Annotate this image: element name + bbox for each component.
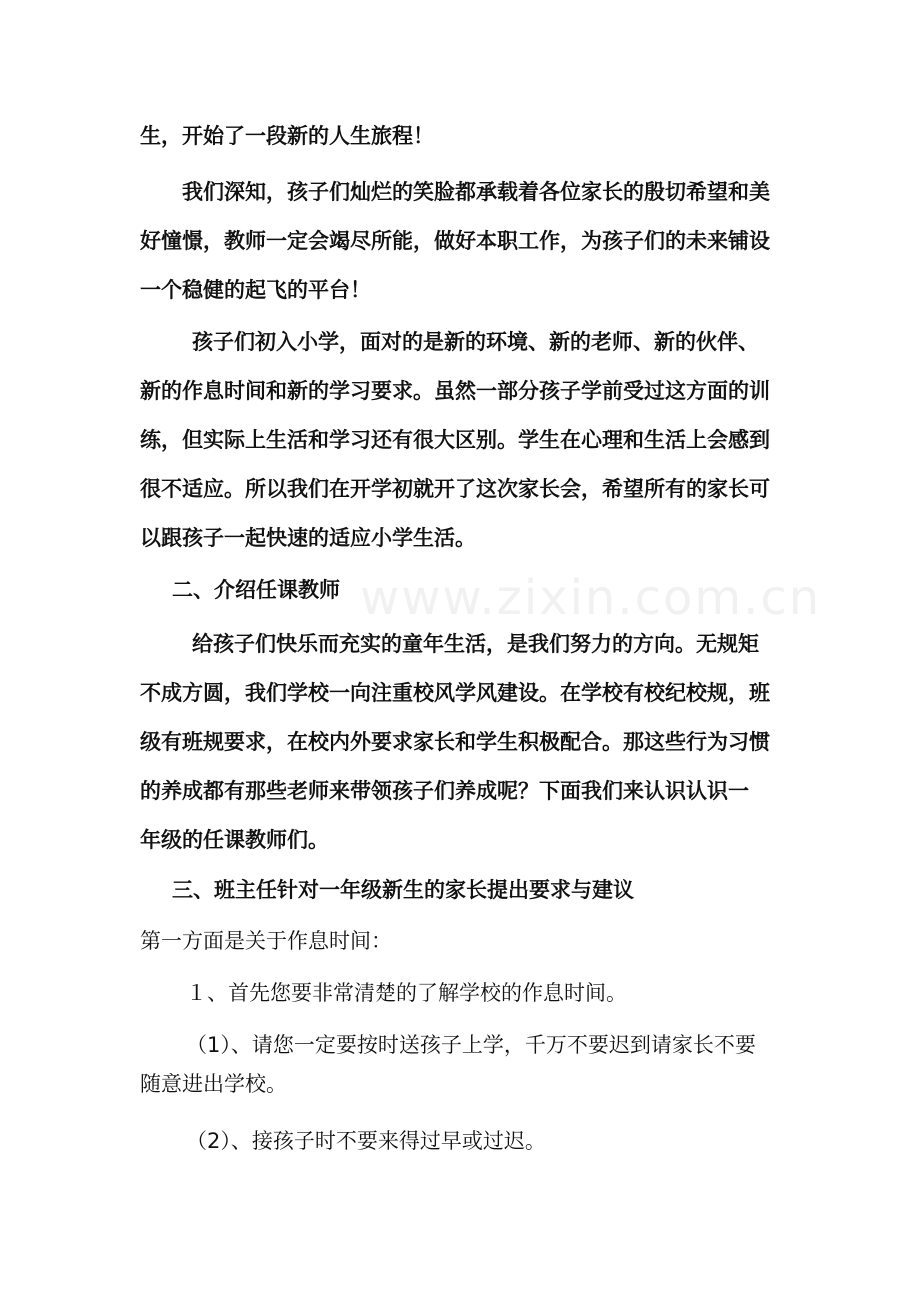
list-subitem-1: （1）、请您一定要按时送孩子上学，千万不要迟到请家长不要 bbox=[186, 1033, 756, 1057]
paragraph-line-3: 好憧憬，教师一定会竭尽所能，做好本职工作，为孩子们的未来铺设 bbox=[140, 229, 770, 253]
paragraph-line-7: 练，但实际上生活和学习还有很大区别。学生在心理和生活上会感到 bbox=[140, 428, 770, 452]
paragraph-line-12: 不成方圆，我们学校一向注重校风学风建设。在学校有校纪校规，班 bbox=[140, 681, 770, 705]
paragraph-line-17: 第一方面是关于作息时间： bbox=[140, 929, 392, 953]
paragraph-line-5: 孩子们初入小学，面对的是新的环境、新的老师、新的伙伴、 bbox=[192, 330, 759, 354]
list-subitem-1-continued: 随意进出学校。 bbox=[140, 1072, 287, 1096]
paragraph-line-6: 新的作息时间和新的学习要求。虽然一部分孩子学前受过这方面的训 bbox=[140, 379, 770, 403]
paragraph-line-11: 给孩子们快乐而充实的童年生活，是我们努力的方向。无规矩 bbox=[192, 632, 759, 656]
paragraph-line-14: 的养成都有那些老师来带领孩子们养成呢？下面我们来认识认识一 bbox=[140, 779, 749, 803]
list-subitem-2: （2）、接孩子时不要来得过早或过迟。 bbox=[186, 1129, 546, 1153]
list-item-1: １、首先您要非常清楚的了解学校的作息时间。 bbox=[186, 981, 627, 1005]
watermark-text: www.zixin.com.cn bbox=[360, 570, 822, 626]
section-heading-2: 二、介绍任课教师 bbox=[172, 578, 340, 602]
paragraph-line-2: 我们深知，孩子们灿烂的笑脸都承载着各位家长的殷切希望和美 bbox=[182, 180, 770, 204]
paragraph-line-15: 年级的任课教师们。 bbox=[140, 828, 329, 852]
paragraph-line-1: 生，开始了一段新的人生旅程！ bbox=[140, 124, 434, 148]
paragraph-line-8: 很不适应。所以我们在开学初就开了这次家长会，希望所有的家长可 bbox=[140, 477, 770, 501]
section-heading-3: 三、班主任针对一年级新生的家长提出要求与建议 bbox=[172, 878, 634, 902]
paragraph-line-4: 一个稳健的起飞的平台！ bbox=[140, 278, 371, 302]
paragraph-line-9: 以跟孩子一起快速的适应小学生活。 bbox=[140, 526, 476, 550]
paragraph-line-13: 级有班规要求，在校内外要求家长和学生积极配合。那这些行为习惯 bbox=[140, 730, 770, 754]
